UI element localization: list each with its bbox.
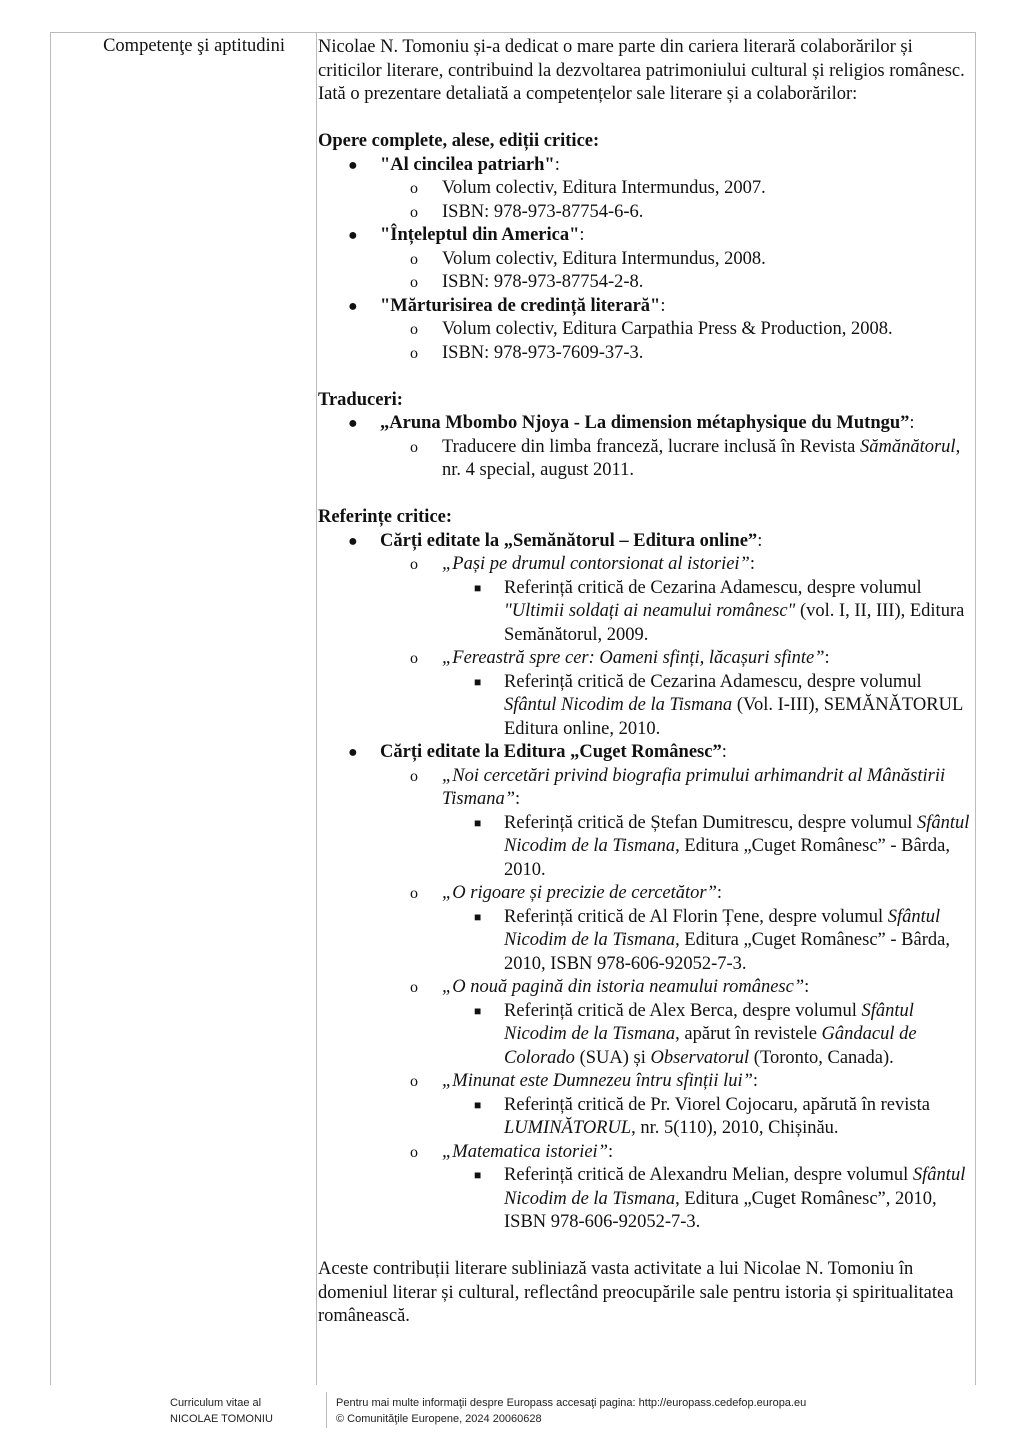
bullet-icon: ● bbox=[348, 532, 358, 550]
list-item: ● „Aruna Mbombo Njoya - La dimension métaphysique du Mutngu”: bbox=[318, 412, 978, 436]
circle-bullet-icon: o bbox=[410, 650, 418, 667]
circle-bullet-icon: o bbox=[410, 556, 418, 573]
list-item: ● "Înțeleptul din America": bbox=[318, 224, 978, 248]
square-bullet-icon: ■ bbox=[474, 580, 482, 595]
circle-bullet-icon: o bbox=[410, 321, 418, 338]
referinte-list bbox=[318, 530, 978, 1235]
list-item: o ISBN: 978-973-87754-6-6. bbox=[318, 201, 978, 225]
list-item: ● Cărți editate la Editura „Cuget Românesc”: bbox=[318, 741, 978, 765]
list-item: ● Cărți editate la „Semănătorul – Editura online”: bbox=[318, 530, 978, 554]
circle-bullet-icon: o bbox=[410, 885, 418, 902]
square-bullet-icon: ■ bbox=[474, 1003, 482, 1018]
circle-bullet-icon: o bbox=[410, 250, 418, 268]
list-item: o ISBN: 978-973-7609-37-3. bbox=[318, 342, 978, 366]
footer-divider bbox=[326, 1392, 327, 1428]
square-bullet-icon: ■ bbox=[474, 674, 482, 689]
list-item: o Traducere din limba franceză, lucrare inclusă în Revista Sămănătorul, nr. 4 special, august 2011. bbox=[410, 436, 961, 480]
list-item: ■ Referință critică de Cezarina Adamescu, despre volumul "Ultimii soldați ai neamului românesc" (vol. I, II, III), Editura Semănătorul, 2009. bbox=[474, 577, 965, 645]
bullet-icon: ● bbox=[348, 297, 358, 315]
circle-bullet-icon: o bbox=[410, 767, 418, 785]
list-item: o Volum colectiv, Editura Intermundus, 2008. bbox=[318, 248, 978, 272]
list-item: o „Noi cercetări privind biografia primului arhimandrit al Mânăstirii Tismana”: bbox=[410, 765, 946, 809]
list-item: ■ Referință critică de Alexandru Melian, despre volumul Sfântul Nicodim de la Tismana, Editura „Cuget Românesc”, 2010, ISBN 978-606-92052-7-3. bbox=[474, 1165, 966, 1232]
list-item: o „Matematica istoriei”: bbox=[318, 1141, 978, 1165]
circle-bullet-icon: o bbox=[410, 1143, 418, 1161]
footer-europass-info: Pentru mai multe informaţii despre Europass accesaţi pagina: http://europass.cedefop.europa.eu bbox=[336, 1397, 807, 1409]
bullet-icon: ● bbox=[348, 415, 358, 432]
circle-bullet-icon: o bbox=[410, 203, 418, 221]
bullet-icon: ● bbox=[348, 227, 358, 244]
list-item: ■ Referință critică de Ștefan Dumitrescu, despre volumul Sfântul Nicodim de la Tismana, Editura „Cuget Românesc” - Bârda, 2010. bbox=[474, 812, 970, 880]
column-divider bbox=[316, 32, 317, 1385]
square-bullet-icon: ■ bbox=[474, 1168, 482, 1182]
list-item: o „Fereastră spre cer: Oameni sfinți, lăcașuri sfinte”: bbox=[318, 647, 978, 671]
list-item: o Volum colectiv, Editura Carpathia Press & Production, 2008. bbox=[318, 318, 978, 342]
list-item: ■ Referință critică de Alex Berca, despre volumul Sfântul Nicodim de la Tismana, apărut în revistele Gândacul de Colorado (SUA) și Observatorul (Toronto, Canada). bbox=[474, 1000, 917, 1068]
traduceri-list bbox=[318, 412, 978, 483]
opere-title: Opere complete, alese, ediții critice: bbox=[318, 131, 600, 151]
list-item: o „O rigoare și precizie de cercetător”: bbox=[318, 882, 978, 906]
footer-name: NICOLAE TOMONIU bbox=[170, 1413, 273, 1425]
footer-left bbox=[170, 1395, 273, 1427]
section-heading: Competenţe şi aptitudini bbox=[103, 36, 285, 56]
circle-bullet-icon: o bbox=[410, 180, 418, 197]
square-bullet-icon: ■ bbox=[474, 1097, 482, 1112]
footer-copyright: © Comunităţile Europene, 2024 20060628 bbox=[336, 1413, 542, 1425]
opere-list bbox=[318, 154, 978, 366]
circle-bullet-icon: o bbox=[410, 979, 418, 996]
intro-paragraph: Nicolae N. Tomoniu și-a dedicat o mare parte din cariera literară colaborărilor și criticilor literare, contribuind la dezvoltarea patrimoniului cultural și religios românesc. Iată o prezentare detaliată a competențelor sale literare și a colaborărilor: bbox=[318, 37, 965, 104]
list-item: o „Minunat este Dumnezeu întru sfinții lui”: bbox=[318, 1070, 978, 1094]
square-bullet-icon: ■ bbox=[474, 815, 482, 830]
conclusion-paragraph: Aceste contribuții literare subliniază vasta activitate a lui Nicolae N. Tomoniu în domeniul literar și cultural, reflectând preocupările sale pentru istoria și spiritualitatea românească. bbox=[318, 1259, 954, 1326]
referinte-title: Referințe critice: bbox=[318, 507, 453, 527]
list-item: ■ Referință critică de Al Florin Țene, despre volumul Sfântul Nicodim de la Tismana, Editura „Cuget Românesc” - Bârda, 2010, ISBN 978-606-92052-7-3. bbox=[474, 906, 950, 974]
square-bullet-icon: ■ bbox=[474, 909, 482, 924]
footer-right bbox=[336, 1395, 806, 1427]
bullet-icon: ● bbox=[348, 156, 358, 174]
circle-bullet-icon: o bbox=[410, 438, 418, 456]
circle-bullet-icon: o bbox=[410, 274, 418, 291]
list-item: o ISBN: 978-973-87754-2-8. bbox=[318, 271, 978, 295]
list-item: ■ Referință critică de Pr. Viorel Cojocaru, apărută în revista LUMINĂTORUL, nr. 5(110), 2010, Chișinău. bbox=[474, 1094, 930, 1138]
section-content bbox=[318, 36, 978, 1329]
bullet-icon: ● bbox=[348, 744, 358, 761]
list-item: o „Pași pe drumul contorsionat al istoriei”: bbox=[318, 553, 978, 577]
list-item: o „O nouă pagină din istoria neamului românesc”: bbox=[318, 976, 978, 1000]
circle-bullet-icon: o bbox=[410, 344, 418, 362]
traduceri-title: Traduceri: bbox=[318, 389, 403, 410]
circle-bullet-icon: o bbox=[410, 1073, 418, 1090]
list-item: ■ Referință critică de Cezarina Adamescu, despre volumul Sfântul Nicodim de la Tismana (Vol. I-III), SEMĂNĂTORUL Editura online, 2010. bbox=[474, 671, 963, 739]
list-item: ● "Al cincilea patriarh": bbox=[318, 154, 978, 178]
list-item: o Volum colectiv, Editura Intermundus, 2007. bbox=[318, 177, 978, 201]
footer-cv-label: Curriculum vitae al bbox=[170, 1397, 262, 1409]
list-item: ● "Mărturisirea de credință literară": bbox=[318, 295, 978, 319]
